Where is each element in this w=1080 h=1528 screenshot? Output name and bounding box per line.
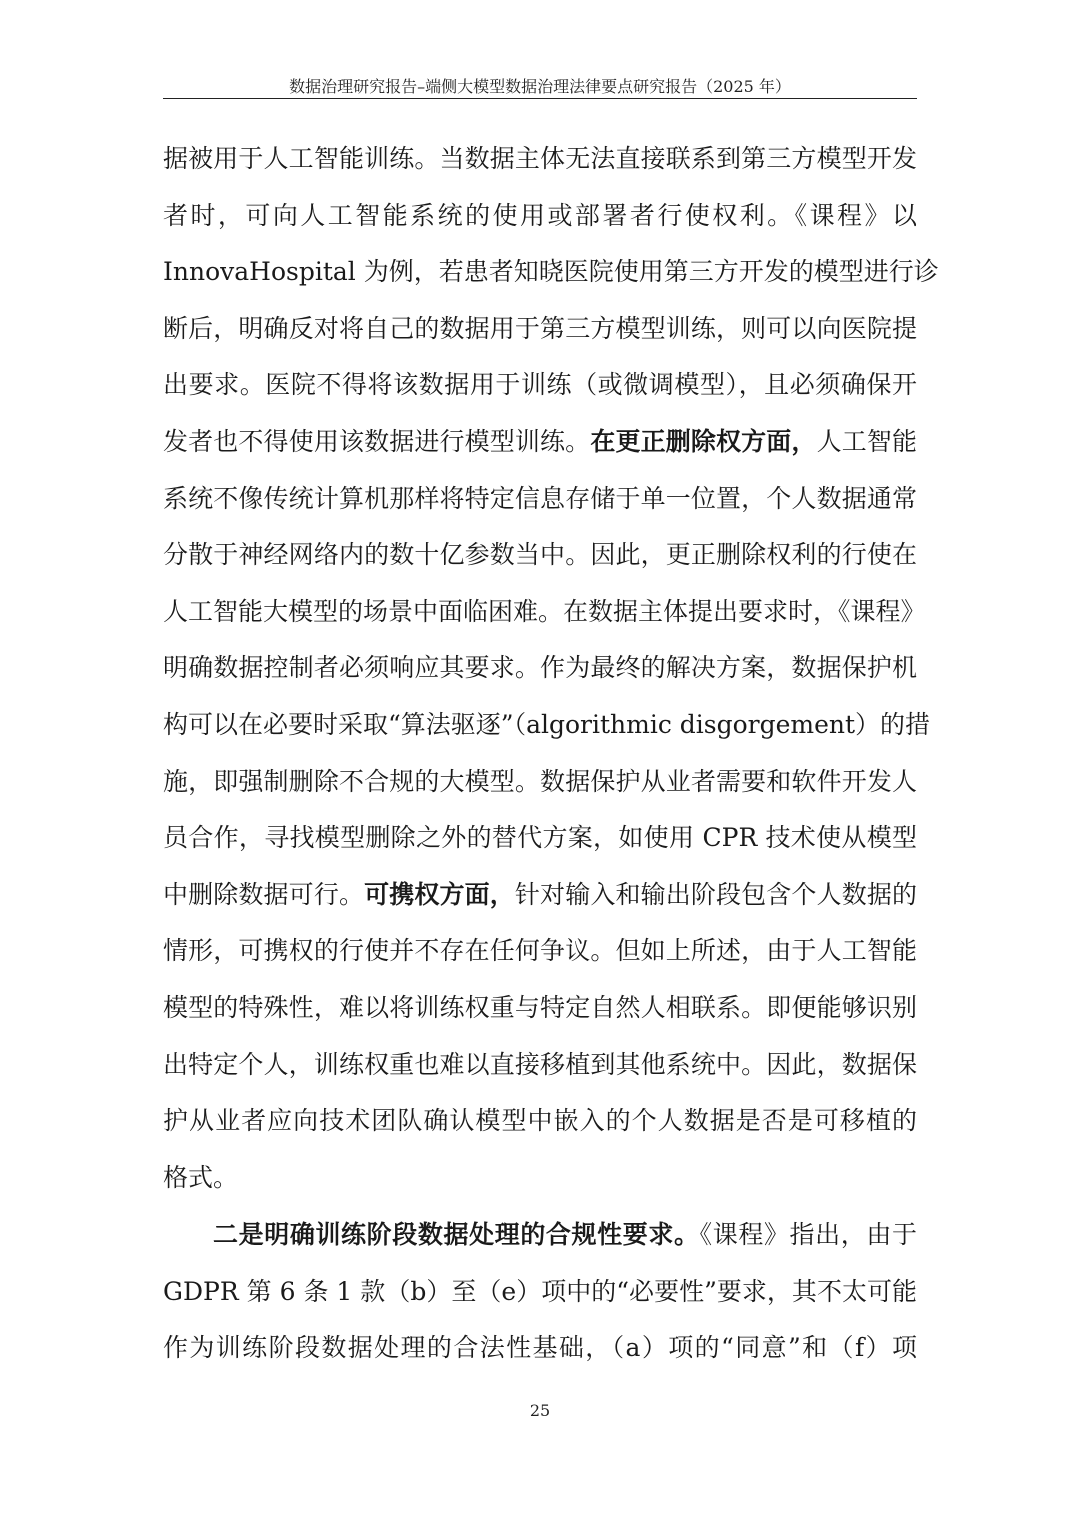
text-run: 发者也不得使用该数据进行模型训练。 <box>163 426 591 456</box>
text-line: 出要求。医院不得将该数据用于训练（或微调模型），且必须确保开 <box>163 370 917 400</box>
running-header: 数据治理研究报告–端侧大模型数据治理法律要点研究报告（2025 年） <box>289 77 791 96</box>
text-line: 模型的特殊性，难以将训练权重与特定自然人相联系。即便能够识别 <box>163 992 917 1022</box>
bold-heading-rectification-erasure: 在更正删除权方面， <box>590 426 817 456</box>
page-number: 25 <box>529 1401 551 1420</box>
text-line: 护从业者应向技术团队确认模型中嵌入的个人数据是否是可移植的 <box>163 1106 917 1136</box>
text-line: 出特定个人，训练权重也难以直接移植到其他系统中。因此，数据保 <box>163 1049 917 1079</box>
text-line: 据被用于人工智能训练。当数据主体无法直接联系到第三方模型开发 <box>163 144 917 173</box>
text-line <box>163 414 917 471</box>
text-line: 明确数据控制者必须响应其要求。作为最终的解决方案，数据保护机 <box>163 653 917 683</box>
text-line: 施，即强制删除不合规的大模型。数据保护从业者需要和软件开发人 <box>163 766 917 796</box>
text-line: 构可以在必要时采取“算法驱逐”（algorithmic disgorgement）的措 <box>163 709 931 739</box>
text-line: 情形，可携权的行使并不存在任何争议。但如上所述，由于人工智能 <box>163 936 917 966</box>
text-line: 员合作，寻找模型删除之外的替代方案，如使用 CPR 技术使从模型 <box>163 823 917 853</box>
text-run: 人工智能 <box>816 426 917 456</box>
text-line: 人工智能大模型的场景中面临困难。在数据主体提出要求时，《课程》 <box>163 596 926 626</box>
text-line <box>163 867 917 924</box>
text-line: 格式。 <box>163 1162 239 1192</box>
header-divider <box>163 98 917 99</box>
text-line: 系统不像传统计算机那样将特定信息存储于单一位置，个人数据通常 <box>163 483 917 513</box>
bold-heading-training-compliance: 二是明确训练阶段数据处理的合规性要求。 <box>213 1220 700 1250</box>
body-text <box>163 131 939 1377</box>
text-line: 者时，可向人工智能系统的使用或部署者行使权利。《课程》以 <box>163 200 917 230</box>
text-line: GDPR 第 6 条 1 款（b）至（e）项中的“必要性”要求，其不太可能 <box>163 1276 917 1306</box>
text-line: 作为训练阶段数据处理的合法性基础，（a）项的“同意”和（f）项 <box>163 1333 917 1363</box>
text-run: 《课程》指出，由于 <box>699 1220 917 1250</box>
text-run: 针对输入和输出阶段包含个人数据的 <box>514 879 917 909</box>
text-line: InnovaHospital 为例，若患者知晓医院使用第三方开发的模型进行诊 <box>163 257 939 287</box>
paragraph-training-compliance <box>163 1207 917 1377</box>
bold-heading-portability: 可携权方面， <box>364 879 515 909</box>
text-line <box>163 1207 917 1264</box>
text-line: 断后，明确反对将自己的数据用于第三方模型训练，则可以向医院提 <box>163 313 917 343</box>
text-run: 中删除数据可行。 <box>163 879 365 909</box>
text-line: 分散于神经网络内的数十亿参数当中。因此，更正删除权利的行使在 <box>163 540 917 570</box>
paragraph-rights <box>163 131 939 1206</box>
